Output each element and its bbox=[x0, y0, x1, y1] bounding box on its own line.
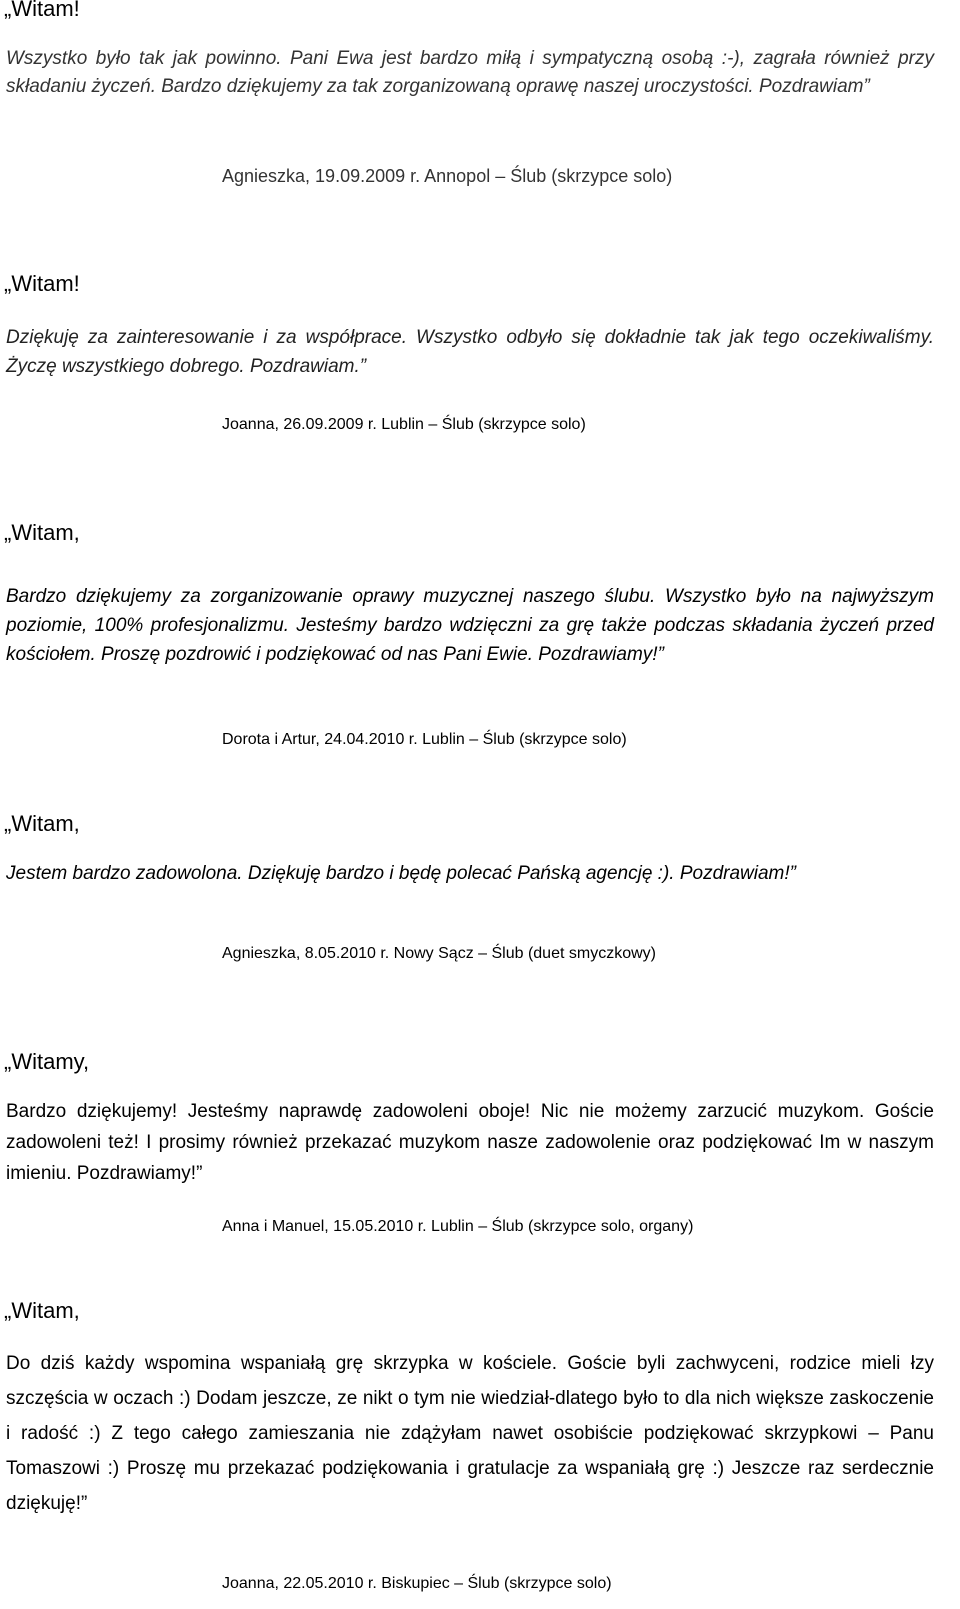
testimonial-greeting: „Witam! bbox=[4, 271, 80, 296]
testimonial-body: Jestem bardzo zadowolona. Dziękuję bardzo i będę polecać Pańską agencję :). Pozdrawiam!” bbox=[6, 863, 796, 884]
testimonial-greeting: „Witam, bbox=[4, 520, 80, 545]
testimonial-greeting: „Witamy, bbox=[4, 1049, 90, 1074]
testimonial-greeting: „Witam, bbox=[4, 1298, 80, 1323]
testimonial-signature: Anna i Manuel, 15.05.2010 r. Lublin – Ślub (skrzypce solo, organy) bbox=[222, 1218, 694, 1235]
testimonial-body: Wszystko było tak jak powinno. Pani Ewa jest bardzo miłą i sympatyczną osobą :-), zagrała również przy składaniu życzeń. Bardzo dziękujemy za tak zorganizowaną oprawę naszej uroczystości. Pozdrawiam” bbox=[6, 48, 934, 97]
testimonial-signature: Agnieszka, 8.05.2010 r. Nowy Sącz – Ślub (duet smyczkowy) bbox=[222, 945, 656, 962]
testimonial-body: Do dziś każdy wspomina wspaniałą grę skrzypka w kościele. Goście byli zachwyceni, rodzice mieli łzy szczęścia w oczach :) Dodam jeszcze, ze nikt o tym nie wiedział-dlatego było to dla nich większe zaskoczenie i radość :) Z tego całego zamieszania nie zdążyłam nawet osobiście podziękować skrzypkowi – Panu Tomaszowi :) Proszę mu przekazać podziękowania i gratulacje za wspaniałą grę :) Jeszcze raz serdecznie dziękuję!” bbox=[6, 1353, 934, 1514]
testimonial-signature: Joanna, 22.05.2010 r. Biskupiec – Ślub (skrzypce solo) bbox=[222, 1575, 612, 1592]
testimonial-body: Dziękuję za zainteresowanie i za współprace. Wszystko odbyło się dokładnie tak jak tego oczekiwaliśmy. Życzę wszystkiego dobrego. Pozdrawiam.” bbox=[6, 327, 934, 377]
testimonial-signature: Dorota i Artur, 24.04.2010 r. Lublin – Ślub (skrzypce solo) bbox=[222, 731, 627, 748]
testimonial-signature: Agnieszka, 19.09.2009 r. Annopol – Ślub (skrzypce solo) bbox=[222, 166, 673, 186]
testimonial-greeting: „Witam! bbox=[4, 0, 80, 21]
testimonial-signature: Joanna, 26.09.2009 r. Lublin – Ślub (skrzypce solo) bbox=[222, 416, 586, 433]
testimonial-body: Bardzo dziękujemy! Jesteśmy naprawdę zadowoleni oboje! Nic nie możemy zarzucić muzykom. Goście zadowoleni też! I prosimy również przekazać muzykom nasze zadowolenie oraz podziękować Im w naszym imieniu. Pozdrawiamy!” bbox=[6, 1101, 934, 1184]
testimonial-greeting: „Witam, bbox=[4, 811, 80, 836]
testimonial-body: Bardzo dziękujemy za zorganizowanie oprawy muzycznej naszego ślubu. Wszystko było na najwyższym poziomie, 100% profesjonalizmu. Jesteśmy bardzo wdzięczni za grę także podczas składania życzeń przed kościołem. Proszę pozdrowić i podziękować od nas Pani Ewie. Pozdrawiamy!” bbox=[6, 586, 934, 665]
